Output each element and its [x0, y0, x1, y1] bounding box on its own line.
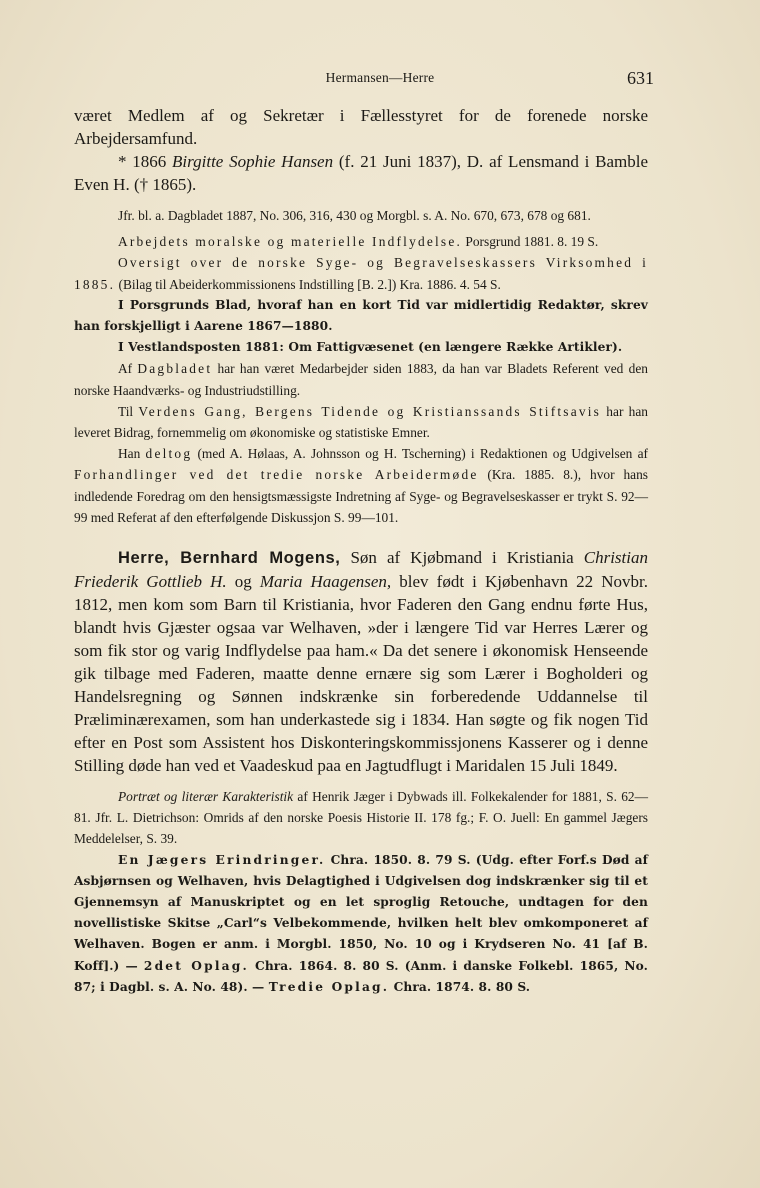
page-header	[0, 68, 760, 90]
wife-name: Birgitte Sophie Hansen	[172, 152, 334, 171]
marriage-details: (f. 21 Juni 1837), D. af Lensmand i Bamble Even H. († 1865).	[74, 152, 649, 194]
edition-title: Tredie Oplag.	[268, 979, 390, 994]
work-details: (med A. Hølaas, A. Johnsson og H. Tscherning) i Redaktionen og Udgivelsen af	[192, 446, 648, 462]
work-prefix: Til	[118, 403, 139, 419]
portrait-details: af Henrik Jæger i Dybwads ill. Folkekalender for 1881, S. 62—81. Jfr. L. Dietrichson: Omrids af den norske Poesis Historie II. 178 fg.; F. O. Juell: En gammel Jægers Meddelelser, S. 39.	[74, 789, 648, 847]
work-item	[74, 231, 648, 252]
entry-continuation	[74, 104, 648, 150]
work-item	[74, 443, 648, 528]
father-name: Christian Friederik Gottlieb H.	[74, 548, 648, 592]
references-paragraph	[74, 205, 648, 226]
portrait-title: Portræt og literær Karakteristik	[118, 789, 294, 805]
work-item	[74, 337, 648, 358]
marriage-prefix: * 1866	[118, 152, 173, 171]
newspaper-titles: Verdens Gang, Bergens Tidende og Kristianssands Stiftsavis	[138, 403, 602, 419]
mother-name: Maria Haagensen,	[259, 572, 392, 592]
work-details: Porsgrund 1881. 8. 19 S.	[462, 234, 599, 250]
biography-text: og	[226, 572, 260, 592]
entry-name: Herre, Bernhard Mogens,	[118, 549, 341, 568]
work-item	[74, 252, 648, 294]
marriage-paragraph	[74, 150, 648, 196]
newspaper-title: Dagbladet	[137, 361, 213, 377]
herre-biography	[74, 546, 648, 777]
biography-text: Søn af Kjøbmand i Kristiania	[340, 548, 584, 568]
work-item	[74, 401, 648, 443]
work-title: En Jægers Erindringer.	[118, 852, 326, 867]
work-title: Arbejdets moralske og materielle Indflydelse.	[118, 234, 463, 250]
page-number: 631	[627, 68, 654, 88]
page-body	[74, 104, 648, 998]
biography-text: blev født i Kjøbenhavn 22 Novbr. 1812, men kom som Barn til Kristiania, hvor Faderen den Gang endnu førte Hus, blandt hvis Gjæster ogsaa var Welhaven, »der i længere Tid var Herres Lærer og som fik stor og varig Indflydelse paa ham.« Da det senere i økonomisk Henseende gik tilbage med Faderen, maatte denne ernære sig som Lærer i Bogholderi og Handelsregning og Sønnen indskrænke sin forberedende Uddannelse til Præliminærexamen, som han underkastede sig i 1834. Han søgte og fik nogen Tid efter en Post som Assistent hos Diskonteringskommissjonens Kasserer og i denne Stilling døde han ved et Vaadeskud paa en Jagtudflugt i Maridalen 15 Juli 1849.	[74, 572, 649, 776]
work-title: Forhandlinger ved det tredie norske Arbeidermøde	[74, 467, 479, 483]
running-head: Hermansen—Herre	[325, 70, 435, 85]
membership-text: været Medlem af og Sekretær i Fællesstyret for de forenede norske Arbejdersamfund.	[74, 106, 648, 148]
portrait-references	[74, 786, 648, 850]
references-text: Jfr. bl. a. Dagbladet 1887, No. 306, 316, 430 og Morgbl. s. A. No. 670, 673, 678 og 681.	[118, 208, 591, 223]
work-text: I Porsgrunds Blad, hvoraf han en kort Tid var midlertidig Redaktør, skrev han forskjelligt i Aarene 1867—1880.	[74, 297, 648, 334]
work-prefix: Af	[118, 361, 138, 377]
work-item	[74, 295, 648, 337]
work-details: har han leveret Bidrag, fornemmelig om økonomiske og statistiske Emner.	[74, 403, 648, 441]
work-details: (Kra. 1885. 8.), hvor hans indledende Foredrag om den hensigtsmæssigste Indretning af Syge- og Begravelseskasser er trykt S. 92—99 med Referat af den efterfølgende Diskussjon S. 99—101.	[74, 467, 648, 525]
edition-details: Chra. 1874. 8. 80 S.	[389, 979, 531, 994]
work-item	[74, 358, 648, 400]
herre-works	[74, 850, 648, 998]
work-details: (Bilag til Abeiderkommissionens Indstilling [B. 2.]) Kra. 1886. 4. 54 S.	[115, 276, 501, 292]
work-details: Chra. 1850. 8. 79 S. (Udg. efter Forf.s Død af Asbjørnsen og Welhaven, hvis Delagtighed i Udgivelsen dog indskrænker sig til et Gjennemsyn af Manuskriptet og en let sproglig Retouche, undtagen for den novellistiske Skitse „Carl“s Velbekommende, hvilken helt blev omkomponeret af Welhaven. Bogen er anm. i Morgbl. 1850, No. 10 og i Krydseren No. 41 [af B. Koff].) —	[74, 852, 649, 973]
work-text: I Vestlandsposten 1881: Om Fattigvæsenet (en længere Række Artikler).	[118, 340, 623, 355]
edition-details: Chra. 1864. 8. 80 S. (Anm. i danske Folkebl. 1865, No. 87; i Dagbl. s. A. No. 48). —	[74, 958, 648, 994]
work-prefix: Han	[118, 446, 146, 462]
work-title: Oversigt over de norske Syge- og Begravelseskassers Virksomhed i 1885.	[74, 255, 648, 292]
edition-title: 2det Oplag.	[143, 958, 249, 973]
work-verb: deltog	[145, 446, 193, 462]
work-details: har han været Medarbejder siden 1883, da han var Bladets Referent ved den norske Haandværks- og Industriudstilling.	[74, 361, 648, 398]
